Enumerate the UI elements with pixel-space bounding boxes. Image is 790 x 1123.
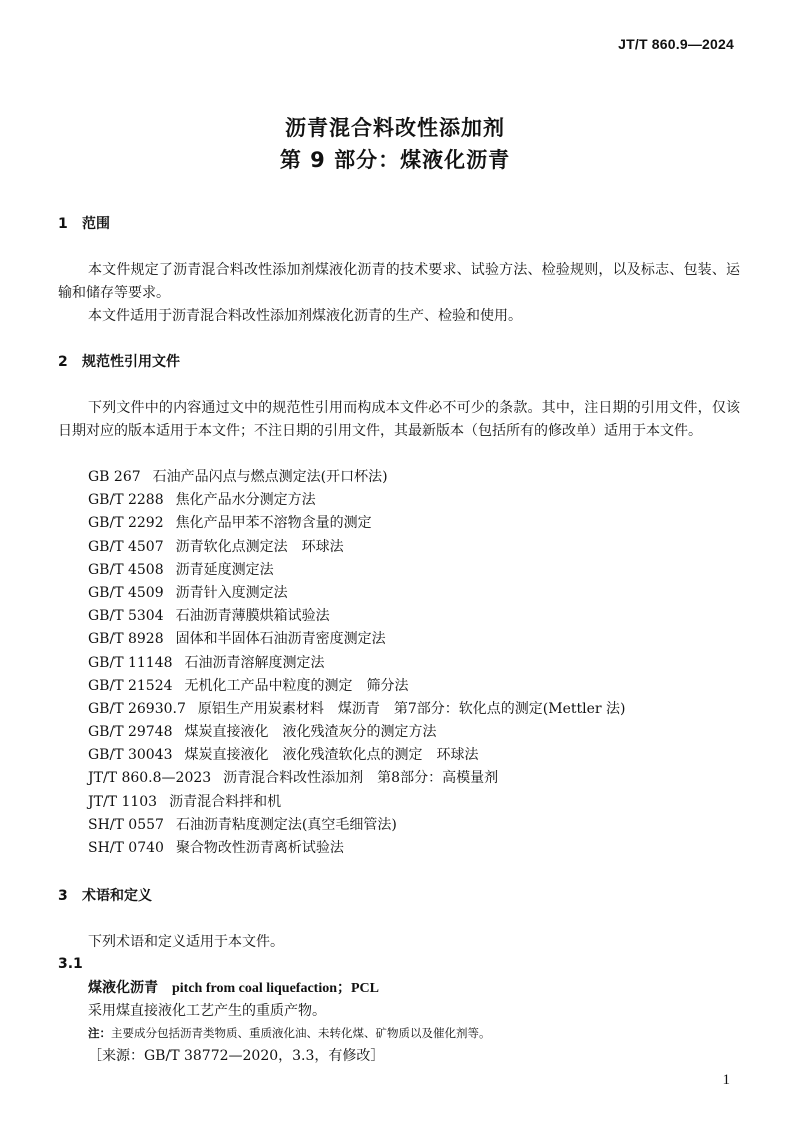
section-heading-terms <box>58 886 152 906</box>
reference-title: 焦化产品甲苯不溶物含量的测定 <box>175 515 372 532</box>
term-entry-number: 3.1 <box>58 956 83 972</box>
reference-title: 沥青混合料拌和机 <box>169 793 282 810</box>
section-title: 术语和定义 <box>82 888 152 904</box>
title-part: 第 9 部分：煤液化沥青 <box>279 148 511 172</box>
reference-title: 聚合物改性沥青离析试验法 <box>175 840 344 856</box>
reference-item <box>88 512 625 535</box>
reference-title: 沥青延度测定法 <box>175 561 274 578</box>
section-title: 规范性引用文件 <box>82 354 180 370</box>
reference-code: GB/T 4509 <box>88 584 164 601</box>
reference-title: 煤炭直接液化 液化残渣软化点的测定 环球法 <box>184 747 479 764</box>
reference-title: 沥青软化点测定法 环球法 <box>175 538 344 555</box>
title-main: 沥青混合料改性添加剂 <box>285 116 505 140</box>
reference-code: GB/T 11148 <box>88 654 173 671</box>
reference-code: GB/T 2292 <box>88 515 164 532</box>
term-chinese: 煤液化沥青 <box>88 980 158 996</box>
reference-item <box>88 744 625 767</box>
section-number: 1 <box>58 216 68 232</box>
reference-item <box>88 814 625 837</box>
reference-code: GB/T 26930.7 <box>88 700 186 717</box>
reference-title: 煤炭直接液化 液化残渣灰分的测定方法 <box>184 724 437 741</box>
reference-code: SH/T 0557 <box>88 816 164 833</box>
reference-code: GB/T 4507 <box>88 538 164 555</box>
section-title: 范围 <box>82 216 110 232</box>
term-note <box>88 1024 491 1042</box>
reference-item <box>88 466 625 489</box>
section-number: 2 <box>58 354 68 370</box>
scope-paragraph-2: 本文件适用于沥青混合料改性添加剂煤液化沥青的生产、检验和使用。 <box>88 308 522 324</box>
reference-code: JT/T 860.8—2023 <box>88 770 212 787</box>
reference-code: GB/T 29748 <box>88 724 173 741</box>
reference-item <box>88 675 625 698</box>
reference-title: 石油产品闪点与燃点测定法(开口杯法) <box>152 469 388 485</box>
reference-item <box>88 628 625 651</box>
document-title <box>0 112 790 176</box>
reference-title: 焦化产品水分测定方法 <box>175 492 316 509</box>
reference-title: 石油沥青溶解度测定法 <box>184 654 325 671</box>
reference-item <box>88 605 625 628</box>
reference-item <box>88 791 625 814</box>
reference-code: JT/T 1103 <box>88 793 158 810</box>
reference-code: GB/T 8928 <box>88 631 164 648</box>
reference-code: GB/T 2288 <box>88 492 164 509</box>
reference-code: GB 267 <box>88 469 141 485</box>
reference-item <box>88 652 625 675</box>
note-label: 注： <box>88 1026 111 1040</box>
scope-paragraph-1: 本文件规定了沥青混合料改性添加剂煤液化沥青的技术要求、试验方法、检验规则，以及标志、包装、运输和储存等要求。 <box>58 262 740 301</box>
section-heading-references <box>58 352 180 372</box>
terms-intro: 下列术语和定义适用于本文件。 <box>88 934 284 950</box>
reference-item <box>88 582 625 605</box>
reference-title: 无机化工产品中粒度的测定 筛分法 <box>184 677 409 694</box>
reference-code: GB/T 21524 <box>88 677 173 694</box>
reference-item <box>88 767 625 790</box>
standard-code: JT/T 860.9—2024 <box>618 36 734 52</box>
reference-code: GB/T 4508 <box>88 561 164 578</box>
reference-code: SH/T 0740 <box>88 840 164 856</box>
reference-title: 固体和半固体石油沥青密度测定法 <box>175 631 386 648</box>
reference-item <box>88 698 625 721</box>
reference-item <box>88 559 625 582</box>
reference-item <box>88 837 625 860</box>
references-intro: 下列文件中的内容通过文中的规范性引用而构成本文件必不可少的条款。其中，注日期的引用文件，仅该日期对应的版本适用于本文件；不注日期的引用文件，其最新版本（包括所有的修改单）适用于本文件。 <box>58 400 740 439</box>
reference-title: 沥青混合料改性添加剂 第8部分：高模量剂 <box>223 770 499 787</box>
section-number: 3 <box>58 888 68 904</box>
reference-title: 原铝生产用炭素材料 煤沥青 第7部分：软化点的测定(Mettler 法) <box>197 700 626 717</box>
reference-item <box>88 489 625 512</box>
reference-title: 石油沥青薄膜烘箱试验法 <box>175 608 330 625</box>
section-heading-scope <box>58 214 110 234</box>
reference-title: 石油沥青粘度测定法(真空毛细管法) <box>175 816 397 833</box>
reference-list <box>88 466 625 860</box>
term-english: pitch from coal liquefaction；PCL <box>172 981 380 996</box>
reference-item <box>88 536 625 559</box>
note-text: 主要成分包括沥青类物质、重质液化油、未转化煤、矿物质以及催化剂等。 <box>111 1026 491 1040</box>
reference-code: GB/T 30043 <box>88 747 173 764</box>
reference-code: GB/T 5304 <box>88 608 164 625</box>
page-number: 1 <box>722 1072 730 1088</box>
term-source: ［来源：GB/T 38772—2020，3.3，有修改］ <box>88 1048 385 1064</box>
reference-title: 沥青针入度测定法 <box>175 584 288 601</box>
term-definition: 采用煤直接液化工艺产生的重质产物。 <box>88 1003 326 1019</box>
reference-item <box>88 721 625 744</box>
term-entry-title <box>88 978 379 999</box>
